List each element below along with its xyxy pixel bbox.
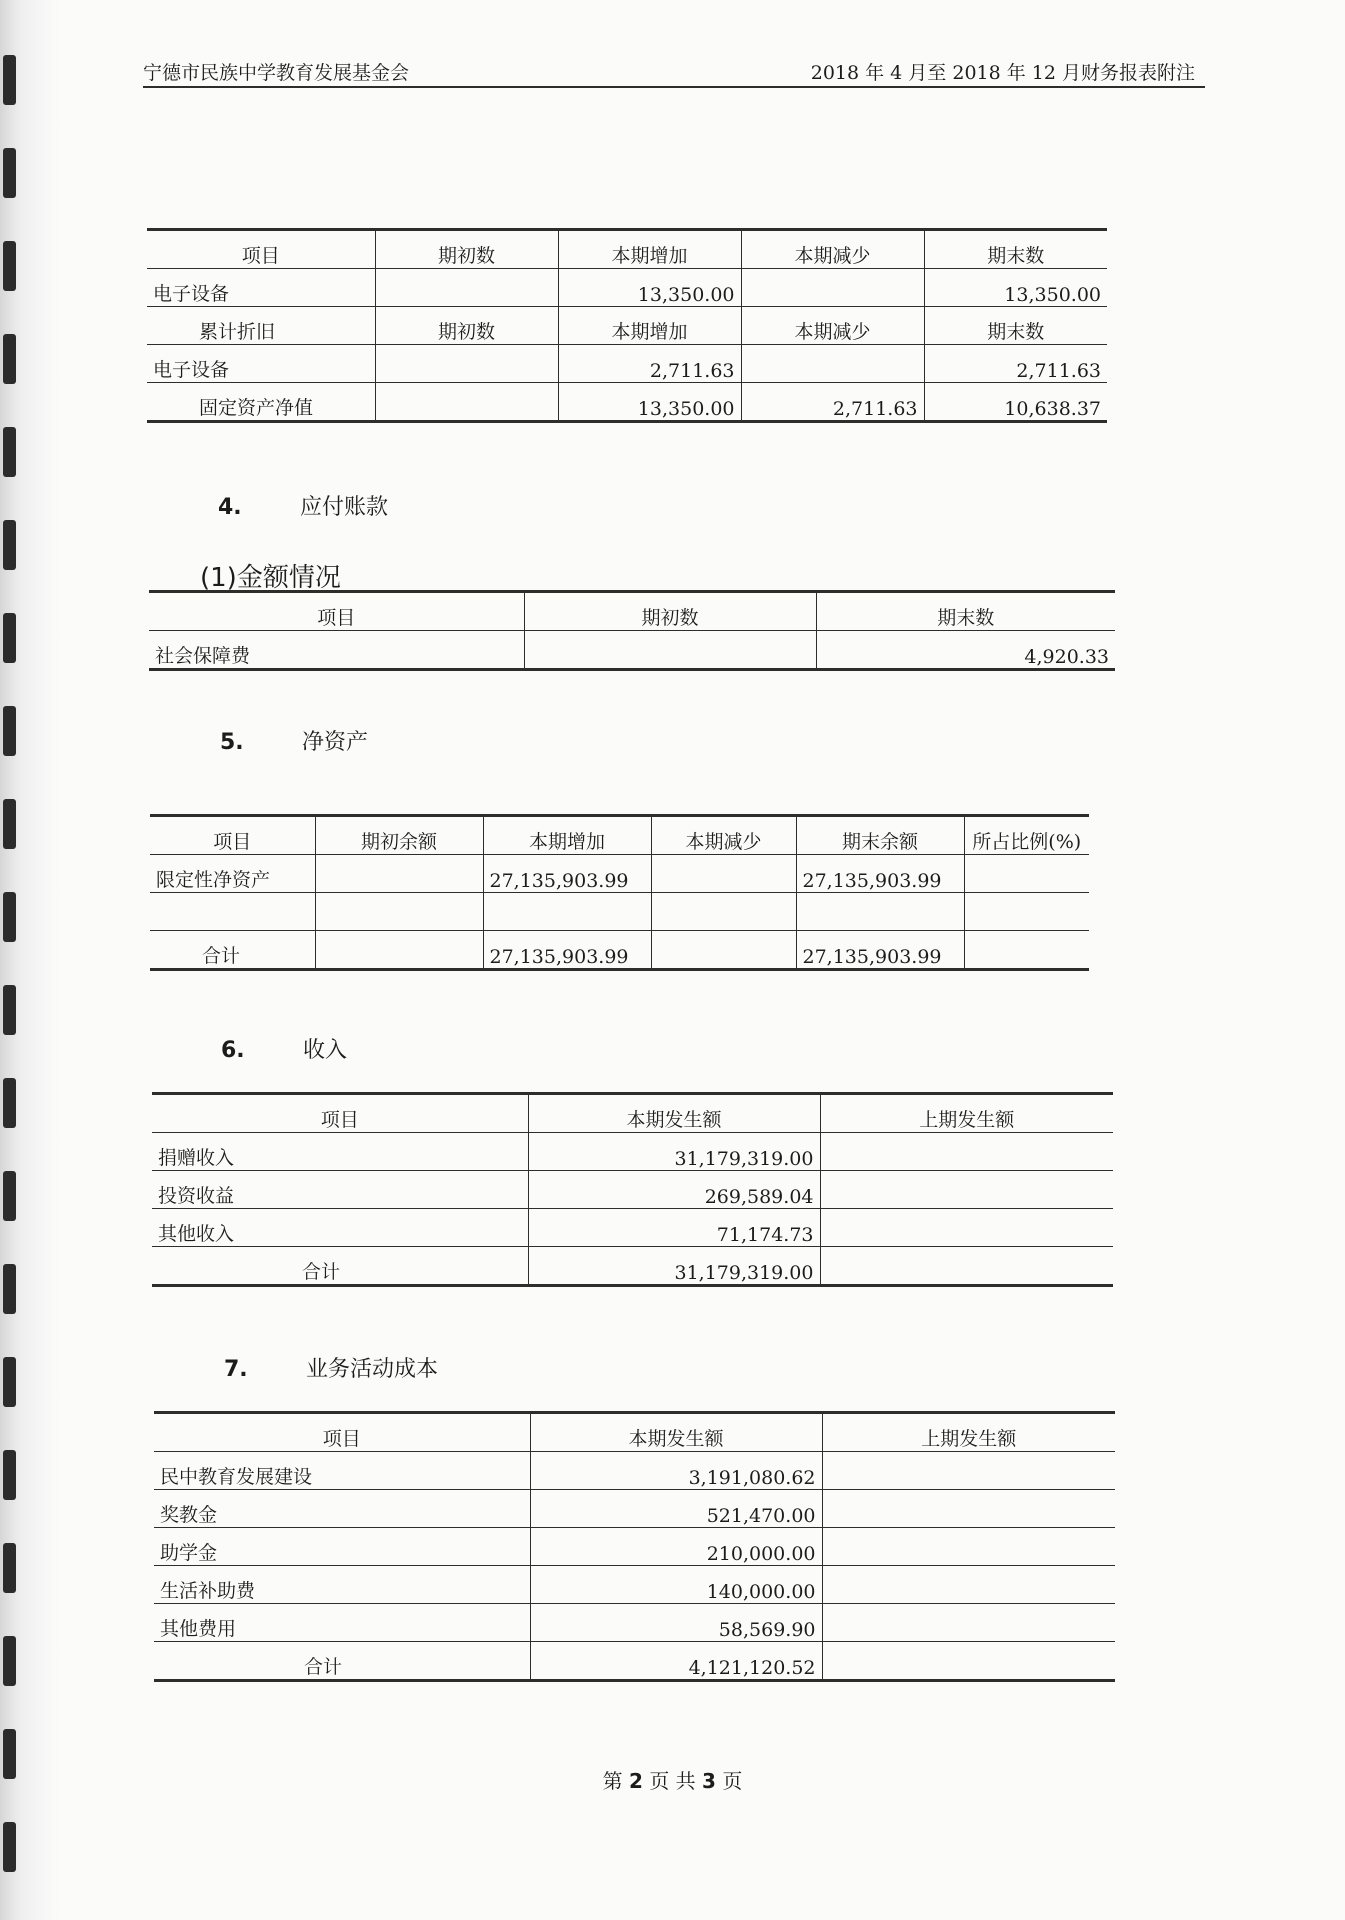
binder-hole <box>3 1636 16 1686</box>
item-cell: 电子设备 <box>147 345 375 383</box>
value-cell: 2,711.63 <box>558 345 741 383</box>
value-cell: 27,135,903.99 <box>483 931 651 970</box>
value-cell <box>524 631 816 670</box>
section-number: 4. <box>218 495 242 520</box>
value-cell <box>651 855 796 893</box>
value-cell: 13,350.00 <box>924 269 1107 307</box>
header-cell: 项目 <box>154 1413 530 1452</box>
binder-hole <box>3 985 16 1035</box>
table-row <box>154 1490 1115 1528</box>
table-header-row <box>154 1413 1115 1452</box>
value-cell: 521,470.00 <box>530 1490 822 1528</box>
binder-hole <box>3 892 16 942</box>
value-cell <box>375 345 558 383</box>
binder-hole <box>3 520 16 570</box>
header-cell: 期初余额 <box>315 816 483 855</box>
item-cell <box>150 893 315 931</box>
value-cell: 3,191,080.62 <box>530 1452 822 1490</box>
table-row <box>152 1171 1113 1209</box>
header-cell: 所占比例(%) <box>964 816 1089 855</box>
value-cell <box>822 1604 1115 1642</box>
table-header-row <box>152 1094 1113 1133</box>
table-row <box>150 855 1089 893</box>
item-cell: 其他费用 <box>154 1604 530 1642</box>
table-header-row <box>147 230 1107 269</box>
page-header <box>143 56 1205 88</box>
item-cell: 其他收入 <box>152 1209 528 1247</box>
business-cost-table <box>154 1411 1115 1682</box>
value-cell <box>964 893 1089 931</box>
header-cell: 期末余额 <box>796 816 964 855</box>
table-row <box>154 1604 1115 1642</box>
value-cell: 269,589.04 <box>528 1171 820 1209</box>
section-title: 应付账款 <box>300 495 389 520</box>
value-cell <box>822 1642 1115 1681</box>
total-label: 合计 <box>152 1247 528 1286</box>
footer-suffix: 页 <box>722 1769 743 1793</box>
item-cell: 电子设备 <box>147 269 375 307</box>
header-cell: 期初数 <box>375 307 558 345</box>
binder-hole <box>3 1171 16 1221</box>
item-cell: 投资收益 <box>152 1171 528 1209</box>
table-row <box>154 1566 1115 1604</box>
section-title: 业务活动成本 <box>306 1357 439 1382</box>
value-cell: 27,135,903.99 <box>796 931 964 970</box>
section-number: 6. <box>221 1038 245 1063</box>
header-cell: 期末数 <box>924 230 1107 269</box>
value-cell <box>820 1171 1113 1209</box>
value-cell <box>964 855 1089 893</box>
binder-hole <box>3 241 16 291</box>
section-7-heading <box>224 1352 438 1383</box>
value-cell: 71,174.73 <box>528 1209 820 1247</box>
header-cell: 累计折旧 <box>147 307 375 345</box>
section-4-heading <box>218 490 388 521</box>
value-cell <box>483 893 651 931</box>
header-cell: 本期发生额 <box>528 1094 820 1133</box>
header-cell: 项目 <box>149 592 524 631</box>
binder-hole <box>3 334 16 384</box>
value-cell: 10,638.37 <box>924 383 1107 422</box>
value-cell: 58,569.90 <box>530 1604 822 1642</box>
table-row <box>150 893 1089 931</box>
table-header-row <box>150 816 1089 855</box>
section-title: 收入 <box>303 1038 348 1063</box>
value-cell: 31,179,319.00 <box>528 1247 820 1286</box>
table-row <box>154 1452 1115 1490</box>
value-cell <box>651 893 796 931</box>
binder-hole <box>3 148 16 198</box>
total-label: 合计 <box>150 931 315 970</box>
page-footer <box>0 1765 1345 1794</box>
header-cell: 本期减少 <box>741 307 924 345</box>
item-cell: 助学金 <box>154 1528 530 1566</box>
income-table <box>152 1092 1113 1287</box>
item-cell: 社会保障费 <box>149 631 524 670</box>
value-cell: 13,350.00 <box>558 383 741 422</box>
value-cell <box>315 893 483 931</box>
header-cell: 上期发生额 <box>822 1413 1115 1452</box>
current-page-number: 2 <box>629 1769 643 1793</box>
value-cell <box>315 855 483 893</box>
value-cell <box>820 1247 1113 1286</box>
header-cell: 本期增加 <box>483 816 651 855</box>
table-total-row <box>150 931 1089 970</box>
table-row <box>152 1209 1113 1247</box>
binder-hole <box>3 1264 16 1314</box>
table-row <box>154 1528 1115 1566</box>
value-cell: 140,000.00 <box>530 1566 822 1604</box>
value-cell <box>651 931 796 970</box>
item-cell: 奖教金 <box>154 1490 530 1528</box>
header-cell: 项目 <box>152 1094 528 1133</box>
value-cell: 210,000.00 <box>530 1528 822 1566</box>
header-cell: 本期发生额 <box>530 1413 822 1452</box>
value-cell <box>822 1490 1115 1528</box>
value-cell <box>820 1133 1113 1171</box>
section-4-subheading: (1)金额情况 <box>200 563 341 593</box>
binder-hole <box>3 799 16 849</box>
value-cell <box>315 931 483 970</box>
value-cell: 2,711.63 <box>924 345 1107 383</box>
value-cell: 4,121,120.52 <box>530 1642 822 1681</box>
value-cell: 4,920.33 <box>816 631 1115 670</box>
header-cell: 本期增加 <box>558 307 741 345</box>
section-6-heading <box>221 1033 347 1064</box>
binder-hole <box>3 613 16 663</box>
value-cell <box>796 893 964 931</box>
report-title: 2018 年 4 月至 2018 年 12 月财务报表附注 <box>810 62 1195 84</box>
header-cell: 上期发生额 <box>820 1094 1113 1133</box>
value-cell: 31,179,319.00 <box>528 1133 820 1171</box>
header-cell: 项目 <box>150 816 315 855</box>
value-cell: 27,135,903.99 <box>796 855 964 893</box>
fixed-assets-table <box>147 228 1107 423</box>
binder-hole <box>3 706 16 756</box>
table-subheader-row <box>147 307 1107 345</box>
value-cell: 27,135,903.99 <box>483 855 651 893</box>
value-cell <box>375 383 558 422</box>
section-number: 5. <box>220 730 244 755</box>
binder-hole <box>3 55 16 105</box>
header-cell: 期末数 <box>924 307 1107 345</box>
binder-hole <box>3 427 16 477</box>
org-name: 宁德市民族中学教育发展基金会 <box>143 62 410 84</box>
value-cell <box>741 269 924 307</box>
net-assets-table <box>150 814 1089 971</box>
header-cell: 项目 <box>147 230 375 269</box>
header-cell: 本期减少 <box>741 230 924 269</box>
table-header-row <box>149 592 1115 631</box>
table-row <box>147 345 1107 383</box>
value-cell <box>822 1528 1115 1566</box>
table-row <box>147 269 1107 307</box>
value-cell <box>822 1566 1115 1604</box>
table-total-row <box>152 1247 1113 1286</box>
item-cell: 民中教育发展建设 <box>154 1452 530 1490</box>
footer-prefix: 第 <box>602 1769 623 1793</box>
table-row <box>149 631 1115 670</box>
item-cell: 固定资产净值 <box>147 383 375 422</box>
total-page-number: 3 <box>702 1769 716 1793</box>
item-cell: 限定性净资产 <box>150 855 315 893</box>
value-cell <box>375 269 558 307</box>
value-cell <box>741 345 924 383</box>
total-label: 合计 <box>154 1642 530 1681</box>
table-row <box>152 1133 1113 1171</box>
section-5-heading <box>220 725 368 756</box>
header-cell: 本期减少 <box>651 816 796 855</box>
header-cell: 期末数 <box>816 592 1115 631</box>
header-cell: 本期增加 <box>558 230 741 269</box>
binder-hole <box>3 1450 16 1500</box>
header-cell: 期初数 <box>524 592 816 631</box>
footer-middle: 页 共 <box>649 1769 696 1793</box>
value-cell <box>820 1209 1113 1247</box>
header-cell: 期初数 <box>375 230 558 269</box>
accounts-payable-table <box>149 590 1115 671</box>
binder-hole <box>3 1078 16 1128</box>
item-cell: 生活补助费 <box>154 1566 530 1604</box>
value-cell <box>964 931 1089 970</box>
table-row <box>147 383 1107 422</box>
section-number: 7. <box>224 1357 248 1382</box>
value-cell: 13,350.00 <box>558 269 741 307</box>
item-cell: 捐赠收入 <box>152 1133 528 1171</box>
value-cell: 2,711.63 <box>741 383 924 422</box>
value-cell <box>822 1452 1115 1490</box>
binder-hole <box>3 1822 16 1872</box>
section-title: 净资产 <box>302 730 369 755</box>
binder-hole <box>3 1357 16 1407</box>
binder-hole <box>3 1543 16 1593</box>
table-total-row <box>154 1642 1115 1681</box>
